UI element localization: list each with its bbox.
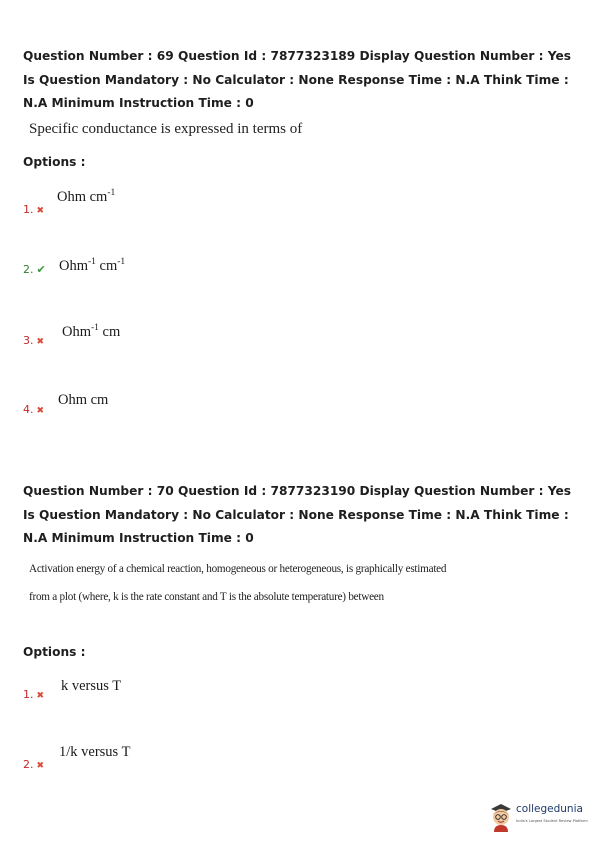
wrong-mark-icon: ✖ bbox=[36, 337, 45, 347]
question-70-options-label: Options : bbox=[23, 645, 86, 659]
wrong-mark-icon: ✖ bbox=[36, 761, 45, 771]
student-mascot-icon bbox=[488, 800, 514, 832]
q69-option-1-text: Ohm $cm^{-1}$ bbox=[57, 188, 116, 205]
question-70-text-line-2: from a plot (where, k is the rate constant and T is the absolute temperature) between bbox=[29, 591, 384, 603]
wrong-mark-icon: ✖ bbox=[36, 691, 45, 701]
q69-option-4-number: 4. ✖ bbox=[23, 403, 45, 416]
q69-option-3-text: Ohm$^{-1}$ cm bbox=[62, 323, 121, 340]
q69-option-1-number: 1. ✖ bbox=[23, 203, 45, 216]
wrong-mark-icon: ✖ bbox=[36, 206, 45, 216]
q69-option-3-number: 3. ✖ bbox=[23, 334, 45, 347]
question-70-meta: Question Number : 70 Question Id : 7877323190 Display Question Number : Yes Is Question Mandatory : No Calculator : None Response Time : N.A Think Time : N.A Minimum Instruction Time : 0 bbox=[23, 484, 572, 545]
q70-option-1-number: 1. ✖ bbox=[23, 688, 45, 701]
question-69-options-label: Options : bbox=[23, 155, 86, 169]
question-69-meta: Question Number : 69 Question Id : 7877323189 Display Question Number : Yes Is Question Mandatory : No Calculator : None Response Time : N.A Think Time : N.A Minimum Instruction Time : 0 bbox=[23, 49, 572, 110]
correct-mark-icon: ✔ bbox=[36, 263, 46, 276]
q70-option-2-text: 1/k versus T bbox=[59, 744, 131, 760]
collegedunia-logo bbox=[488, 800, 588, 834]
q69-option-2-text: Ohm$^{-1}$ $cm^{-1}$ bbox=[59, 257, 126, 274]
q69-option-2-number: 2. ✔ bbox=[23, 263, 46, 276]
wrong-mark-icon: ✖ bbox=[36, 406, 45, 416]
question-70-text-line-1: Activation energy of a chemical reaction, homogeneous or heterogeneous, is graphically estimated bbox=[29, 563, 447, 575]
brand-name: collegedunia bbox=[516, 803, 583, 815]
q70-option-1-text: k versus T bbox=[61, 678, 122, 694]
q69-option-4-text: Ohm cm bbox=[58, 392, 109, 408]
q70-option-2-number: 2. ✖ bbox=[23, 758, 45, 771]
brand-tagline: India's Largest Student Review Platform bbox=[516, 819, 588, 823]
question-69-text: Specific conductance is expressed in terms of bbox=[29, 121, 303, 137]
